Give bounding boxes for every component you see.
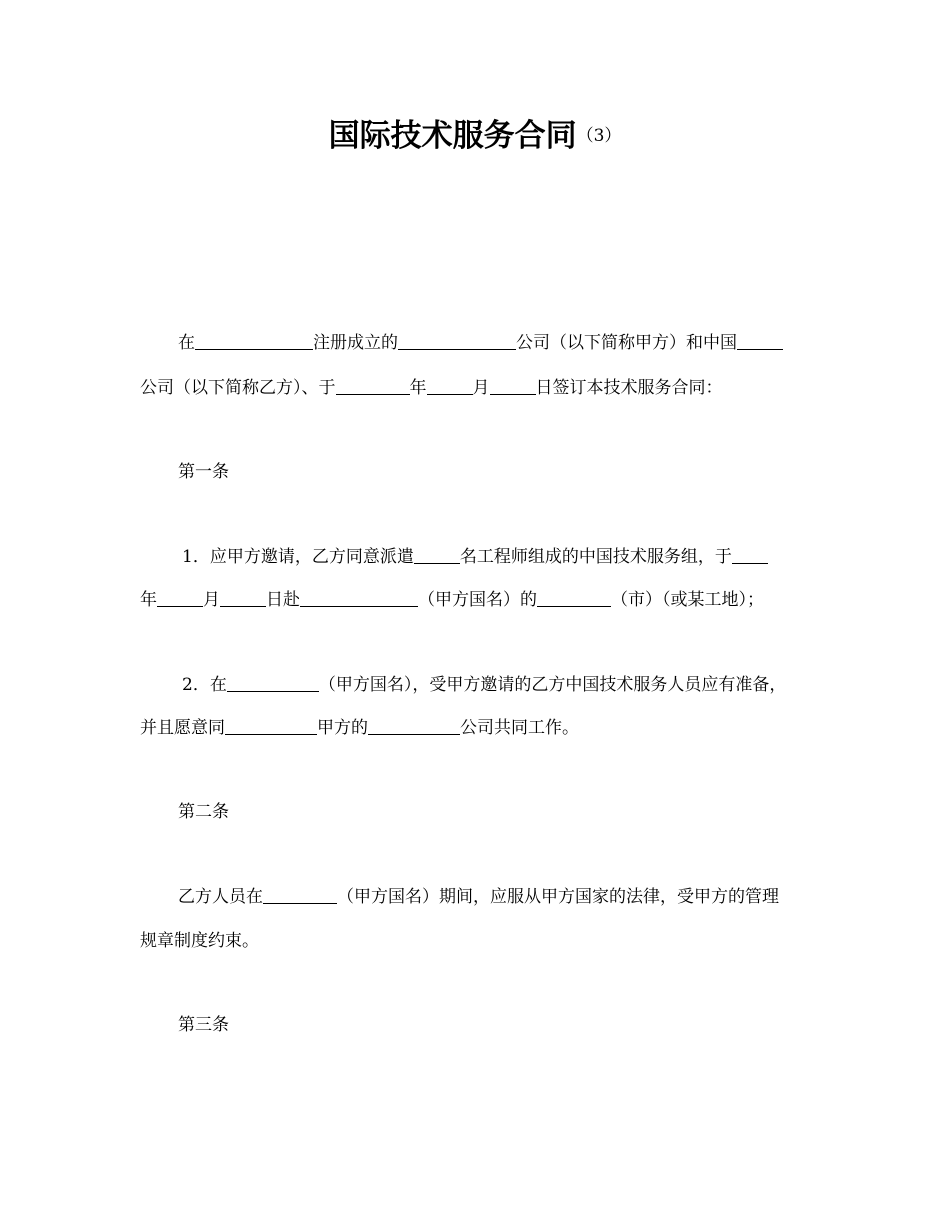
article-1-heading: 第一条 [178,462,229,482]
blank-field [227,673,319,692]
blank-field [490,376,536,395]
title-suffix: （3） [576,126,622,146]
blank-field [263,885,337,904]
blank-field [414,545,460,564]
article-3-heading: 第三条 [178,1015,229,1035]
preamble-line-2: 公司（以下简称乙方）、于 年 月 日签订本技术服务合同： [140,378,723,398]
article-2-line-1: 乙方人员在 （甲方国名）期间，应服从甲方国家的法律，受甲方的管理 [178,887,779,907]
article-1-item-2-line-1: 2．在 （甲方国名），受甲方邀请的乙方中国技术服务人员应有准备， [182,675,787,695]
article-1-item-1-line-2: 年 月 日赴 （甲方国名）的 （市）（或某工地）； [140,590,764,610]
article-1-item-1-line-1: 1．应甲方邀请，乙方同意派遣 名工程师组成的中国技术服务组，于 [182,544,768,570]
blank-field [398,331,516,350]
blank-field [427,376,473,395]
blank-field [300,588,418,607]
blank-field [368,716,460,735]
blank-field [225,716,317,735]
blank-field [220,588,266,607]
blank-field [537,588,611,607]
blank-field [737,331,783,350]
blank-field [157,588,203,607]
blank-field [195,331,313,350]
blank-field [732,545,768,564]
article-1-item-2-line-2: 并且愿意同 甲方的 公司共同工作。 [140,718,579,738]
blank-field [336,376,410,395]
article-2-line-2: 规章制度约束。 [140,931,259,951]
title-main: 国际技术服务合同 [328,118,577,154]
document-title [0,112,950,160]
article-2-heading: 第二条 [178,802,229,822]
preamble-line-1: 在 注册成立的 公司（以下简称甲方）和中国 [178,330,783,356]
